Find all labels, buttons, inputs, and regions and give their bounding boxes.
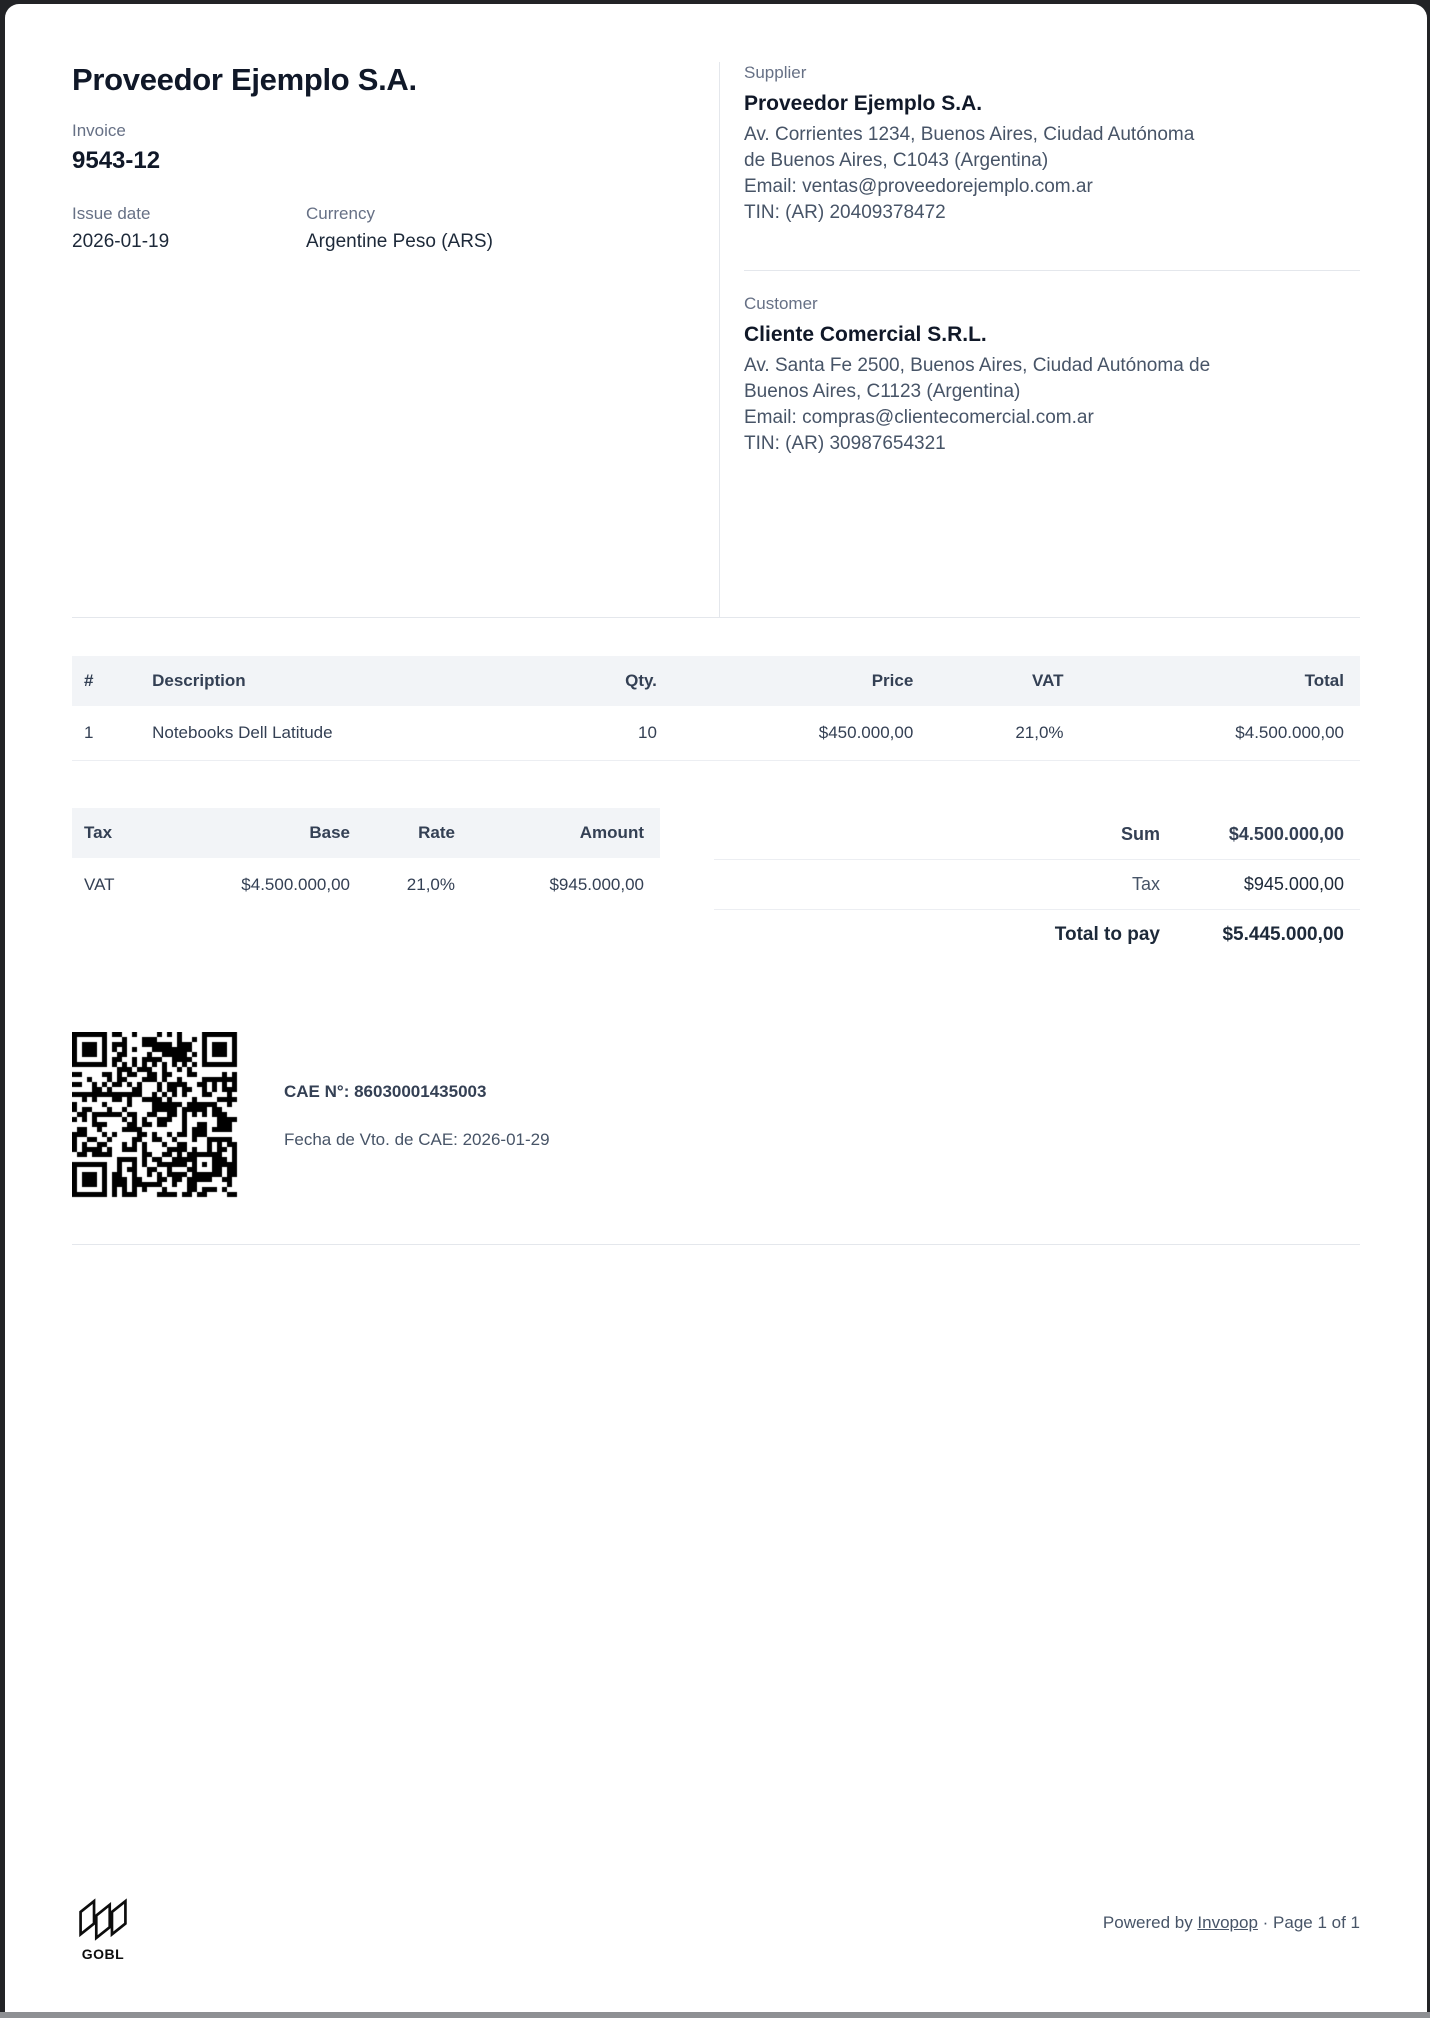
cae-expiry-date: Fecha de Vto. de CAE: 2026-01-29 — [284, 1130, 550, 1149]
col-header-price: Price — [673, 656, 929, 706]
powered-by-prefix: Powered by — [1102, 1913, 1198, 1932]
totals-block — [714, 808, 1360, 960]
cell-tax-rate: 21,0% — [406, 875, 455, 894]
supplier-name: Proveedor Ejemplo S.A. — [744, 92, 983, 115]
invopop-link[interactable]: Invopop — [1197, 1913, 1258, 1932]
tax-total-row — [714, 859, 1360, 909]
tax-total-label: Tax — [1131, 874, 1160, 894]
invoice-number: 9543-12 — [72, 147, 161, 174]
invoice-label: Invoice — [72, 121, 126, 140]
supplier-block — [744, 62, 1360, 271]
cell-index: 1 — [72, 706, 136, 761]
invoice-document — [5, 4, 1427, 2013]
summary-section — [72, 808, 1360, 960]
frame-bottom-edge — [0, 2012, 1430, 2018]
issue-date-label: Issue date — [72, 204, 151, 223]
items-table — [72, 656, 1360, 761]
cell-description: Notebooks Dell Latitude — [136, 706, 561, 761]
cell-tax-base: $4.500.000,00 — [241, 875, 350, 894]
cell-total: $4.500.000,00 — [1080, 706, 1360, 761]
cell-tax-name: VAT — [84, 875, 115, 894]
total-to-pay-value: $5.445.000,00 — [1222, 924, 1344, 945]
col-header-description: Description — [136, 656, 561, 706]
tax-row — [72, 858, 660, 912]
cell-qty: 10 — [561, 706, 673, 761]
item-row — [72, 706, 1360, 761]
col-header-vat: VAT — [929, 656, 1079, 706]
supplier-label: Supplier — [744, 63, 807, 82]
powered-by — [1103, 1897, 1360, 1933]
gobl-brand — [72, 1897, 134, 1962]
items-table-header-row — [72, 656, 1360, 706]
customer-name: Cliente Comercial S.R.L. — [744, 323, 987, 346]
gobl-logo-icon — [77, 1897, 129, 1943]
total-to-pay-row — [714, 909, 1360, 960]
col-header-rate: Rate — [366, 808, 471, 858]
customer-label: Customer — [744, 294, 818, 313]
supplier-tin: TIN: (AR) 20409378472 — [744, 202, 946, 223]
cell-tax-amount: $945.000,00 — [549, 875, 644, 894]
currency-label: Currency — [306, 204, 375, 223]
invoice-header-left — [72, 4, 719, 617]
cae-qr-code — [72, 1032, 238, 1198]
cell-price: $450.000,00 — [673, 706, 929, 761]
header-divider — [72, 617, 1360, 618]
customer-address-line: Av. Santa Fe 2500, Buenos Aires, Ciudad Autónoma de — [744, 355, 1211, 376]
cae-number: CAE N°: 86030001435003 — [284, 1082, 487, 1101]
sum-row — [714, 810, 1360, 859]
currency-group — [306, 203, 493, 253]
company-title: Proveedor Ejemplo S.A. — [72, 62, 417, 97]
cell-vat: 21,0% — [929, 706, 1079, 761]
gobl-logo-text: GOBL — [81, 1946, 125, 1962]
invoice-meta — [72, 203, 689, 253]
col-header-tax: Tax — [72, 808, 200, 858]
issue-date-group — [72, 203, 306, 253]
currency-value: Argentine Peso (ARS) — [306, 231, 493, 252]
supplier-address-line: de Buenos Aires, C1043 (Argentina) — [744, 150, 1049, 171]
customer-email: Email: compras@clientecomercial.com.ar — [744, 407, 1094, 428]
parties-panel — [719, 62, 1360, 617]
col-header-index: # — [72, 656, 136, 706]
issue-date-value: 2026-01-19 — [72, 231, 170, 252]
cae-divider — [72, 1244, 1360, 1245]
tax-breakdown-table — [72, 808, 660, 912]
page-indicator: · Page 1 of 1 — [1257, 1913, 1360, 1932]
invoice-header — [72, 4, 1360, 617]
supplier-address-line: Av. Corrientes 1234, Buenos Aires, Ciudad Autónoma — [744, 124, 1195, 145]
customer-address-line: Buenos Aires, C1123 (Argentina) — [744, 381, 1021, 402]
tax-table-header-row — [72, 808, 660, 858]
col-header-amount: Amount — [471, 808, 660, 858]
cae-details — [238, 1032, 550, 1198]
tax-total-value: $945.000,00 — [1243, 874, 1344, 894]
col-header-base: Base — [200, 808, 366, 858]
sum-value: $4.500.000,00 — [1228, 824, 1344, 844]
customer-block — [744, 271, 1360, 457]
col-header-qty: Qty. — [561, 656, 673, 706]
sum-label: Sum — [1120, 824, 1160, 844]
customer-tin: TIN: (AR) 30987654321 — [744, 433, 946, 454]
page-footer — [72, 1897, 1360, 1962]
total-to-pay-label: Total to pay — [1054, 924, 1160, 945]
supplier-email: Email: ventas@proveedorejemplo.com.ar — [744, 176, 1093, 197]
cae-section — [72, 1032, 1360, 1198]
col-header-total: Total — [1080, 656, 1360, 706]
